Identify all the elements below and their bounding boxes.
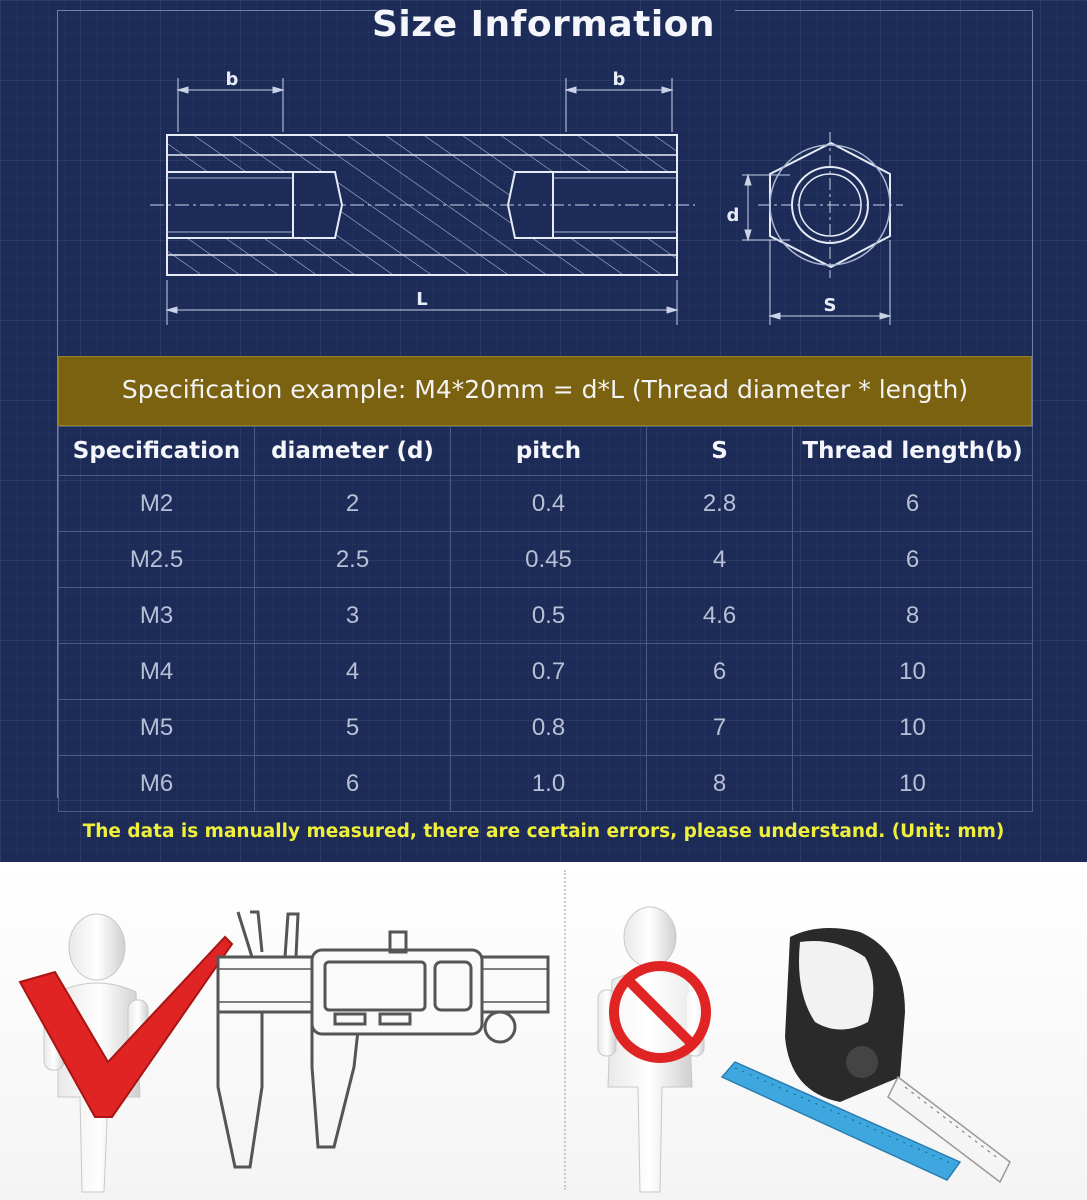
standoff-side-view bbox=[150, 135, 695, 275]
header-thread-length: Thread length(b) bbox=[793, 427, 1033, 476]
cell-thread-length: 6 bbox=[793, 532, 1033, 588]
cell-pitch: 0.4 bbox=[451, 476, 647, 532]
cell-specification: M2.5 bbox=[59, 532, 255, 588]
cell-pitch: 0.45 bbox=[451, 532, 647, 588]
cell-thread-length: 8 bbox=[793, 588, 1033, 644]
cell-s: 2.8 bbox=[647, 476, 793, 532]
header-pitch: pitch bbox=[451, 427, 647, 476]
cell-pitch: 1.0 bbox=[451, 756, 647, 812]
cell-specification: M3 bbox=[59, 588, 255, 644]
label-b-right: b bbox=[612, 69, 626, 90]
cell-thread-length: 6 bbox=[793, 476, 1033, 532]
technical-drawing bbox=[0, 0, 1087, 356]
prohibited-icon bbox=[614, 966, 706, 1058]
table-row bbox=[59, 588, 1033, 644]
cell-s: 8 bbox=[647, 756, 793, 812]
illustrations bbox=[0, 862, 1087, 1200]
cell-pitch: 0.7 bbox=[451, 644, 647, 700]
cell-specification: M2 bbox=[59, 476, 255, 532]
cell-pitch: 0.8 bbox=[451, 700, 647, 756]
cell-s: 6 bbox=[647, 644, 793, 700]
table-row bbox=[59, 532, 1033, 588]
dimension-d bbox=[742, 175, 790, 240]
cell-diameter: 2 bbox=[255, 476, 451, 532]
hex-end-view bbox=[758, 132, 903, 278]
table-row bbox=[59, 756, 1033, 812]
cell-diameter: 4 bbox=[255, 644, 451, 700]
table-header-row bbox=[59, 427, 1033, 476]
label-d: d bbox=[726, 205, 740, 226]
cell-thread-length: 10 bbox=[793, 644, 1033, 700]
size-table bbox=[58, 426, 1033, 812]
cell-specification: M6 bbox=[59, 756, 255, 812]
header-s: S bbox=[647, 427, 793, 476]
cell-pitch: 0.5 bbox=[451, 588, 647, 644]
label-b-left: b bbox=[225, 69, 239, 90]
measurement-note: The data is manually measured, there are certain errors, please understand. (Unit: mm) bbox=[82, 821, 1005, 842]
cell-specification: M4 bbox=[59, 644, 255, 700]
table-row bbox=[59, 644, 1033, 700]
header-diameter: diameter (d) bbox=[255, 427, 451, 476]
cell-diameter: 2.5 bbox=[255, 532, 451, 588]
label-S: S bbox=[823, 295, 837, 316]
cell-s: 4.6 bbox=[647, 588, 793, 644]
cell-diameter: 3 bbox=[255, 588, 451, 644]
table-row bbox=[59, 700, 1033, 756]
spec-example-text: Specification example: M4*20mm = d*L (Thread diameter * length) bbox=[121, 375, 969, 404]
header-specification: Specification bbox=[59, 427, 255, 476]
cell-s: 7 bbox=[647, 700, 793, 756]
cell-s: 4 bbox=[647, 532, 793, 588]
label-L: L bbox=[416, 289, 428, 310]
cell-diameter: 6 bbox=[255, 756, 451, 812]
cell-diameter: 5 bbox=[255, 700, 451, 756]
cell-thread-length: 10 bbox=[793, 756, 1033, 812]
caliper-icon bbox=[218, 912, 548, 1167]
cell-specification: M5 bbox=[59, 700, 255, 756]
page-title: Size Information bbox=[371, 4, 716, 45]
table-row bbox=[59, 476, 1033, 532]
spec-example-band bbox=[58, 356, 1032, 426]
cell-thread-length: 10 bbox=[793, 700, 1033, 756]
